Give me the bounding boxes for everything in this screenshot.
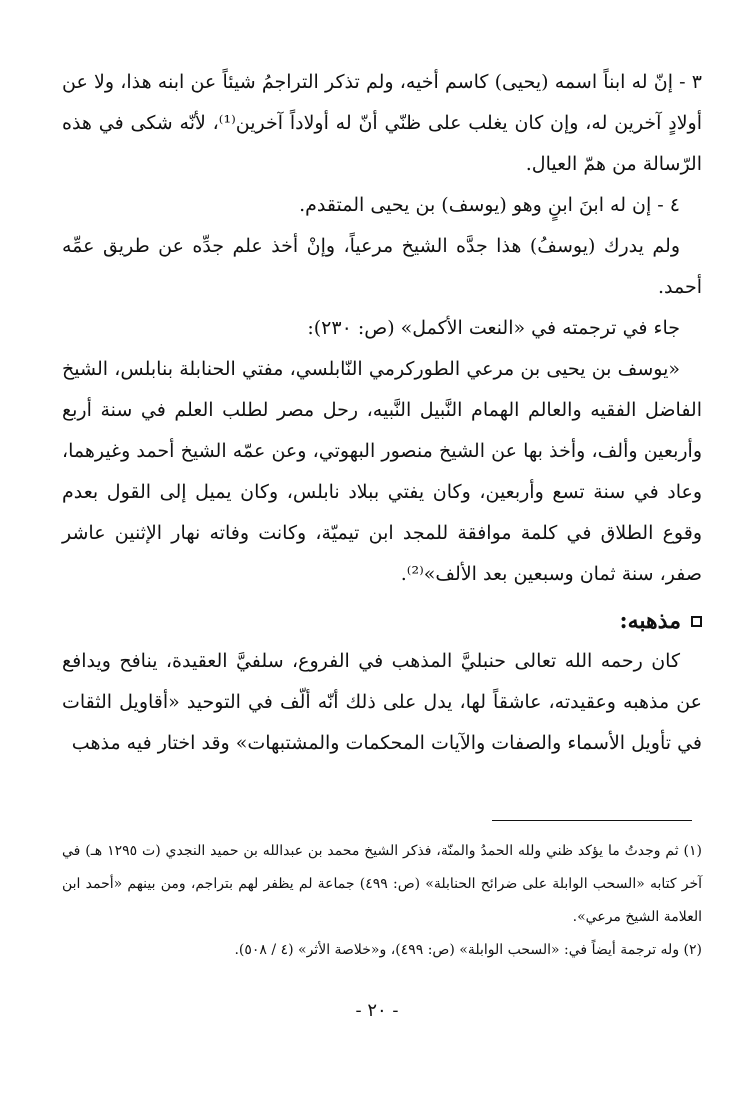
paragraph-citation-intro: جاء في ترجمته في «النعت الأكمل» (ص: ٢٣٠): (307, 317, 680, 339)
footnotes (62, 835, 702, 967)
paragraph-item-4: ٤ - إن له ابنَ ابنٍ وهو (يوسف) بن يحيى المتقدم. (299, 194, 680, 216)
main-text (62, 62, 702, 764)
paragraph-yusuf: ولم يدرك (يوسفُ) هذا جدَّه الشيخ مرعياً، وإنْ أخذ علم جدِّه عن طريق عمِّه أحمد. (62, 235, 702, 298)
paragraph-item-3: ٣ - إنّ له ابناً اسمه (يحيى) كاسم أخيه، ولم تذكر التراجمُ شيئاً عن ابنه هذا، ولا عن أولادٍ آخرين له، وإن كان يغلب على ظنّي أنّ له أولاداً آخرين⁽¹⁾، لأنّه شكى في هذه الرّسالة من همّ العيال. (62, 71, 703, 175)
square-bullet-icon (691, 616, 702, 627)
paragraph-quotation: «يوسف بن يحيى بن مرعي الطوركرمي النّابلسي، مفتي الحنابلة بنابلس، الشيخ الفاضل الفقيه والعالم الهمام النَّبيل النَّبيه، رحل مصر لطلب العلم في سنة أربع وأربعين وألف، وأخذ بها عن الشيخ منصور البهوتي، وعن عمّه الشيخ أحمد وغيرهما، وعاد في سنة تسع وأربعين، وكان يفتي ببلاد نابلس، وكان يميل إلى القول بعدم وقوع الطلاق في كلمة موافقة للمجد ابن تيميّة، وكانت وفاته نهار الإثنين عاشر صفر، سنة ثمان وسبعين بعد الألف»⁽²⁾. (62, 358, 702, 585)
section-heading-text: مذهبه: (619, 608, 681, 634)
page-number: - ٢٠ - (355, 1000, 399, 1021)
section-heading (62, 601, 702, 641)
footnote-2: (٢) وله ترجمة أيضاً في: «السحب الوابلة» (ص: ٤٩٩)، و«خلاصة الأثر» (٤ / ٥٠٨). (234, 942, 702, 958)
footnote-1: (١) ثم وجدتُ ما يؤكد ظني ولله الحمدُ والمنّة، فذكر الشيخ محمد بن عبدالله بن حميد النجدي (ت ١٢٩٥ هـ) في آخر كتابه «السحب الوابلة على ضرائح الحنابلة» (ص: ٤٩٩) جماعة لم يظفر لهم بتراجم، ومن بينهم «أحمد ابن العلامة الشيخ مرعي». (62, 843, 703, 925)
footnote-divider (492, 820, 692, 821)
paragraph-madhhab: كان رحمه الله تعالى حنبليَّ المذهب في الفروع، سلفيَّ العقيدة، ينافح ويدافع عن مذهبه وعقيدته، عاشقاً لها، يدل على ذلك أنّه ألّف في التوحيد «أقاويل الثقات في تأويل الأسماء والصفات والآيات المحكمات والمشتبهات» وقد اختار فيه مذهب (62, 650, 702, 754)
